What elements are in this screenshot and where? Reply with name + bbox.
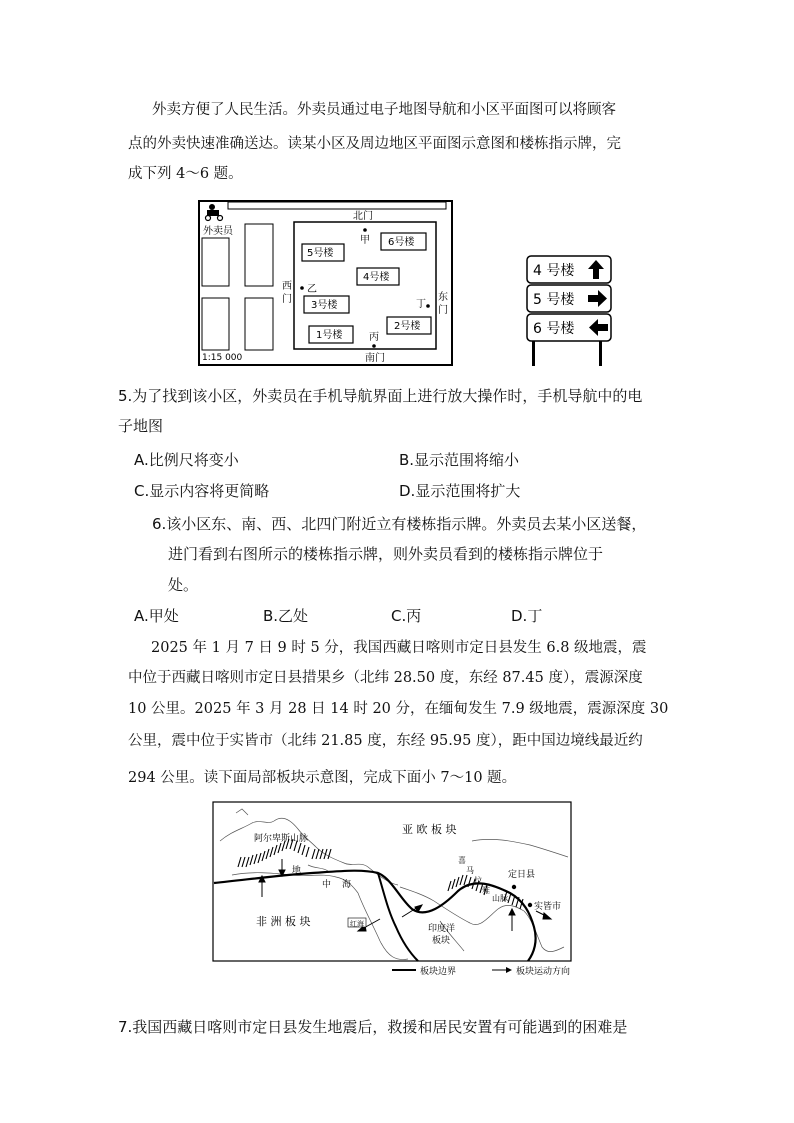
sign-row-4: 4 号楼 — [533, 263, 575, 279]
quake-line-3: 10 公里。2025 年 3 月 28 日 14 时 20 分，在缅甸发生 7.9 级地震，震源深度 30 — [128, 701, 669, 717]
intro-line-2: 点的外卖快速准确送达。读某小区及周边地区平面图示意图和楼栋指示牌，完 — [128, 136, 621, 152]
map-legend — [392, 965, 570, 977]
west-gate-label-2: 门 — [282, 294, 292, 305]
north-gate-label: 北门 — [353, 211, 373, 222]
indian-plate-label-1: 印度洋 — [428, 924, 456, 934]
quake-line-4: 公里，震中位于实皆市（北纬 21.85 度，东经 95.95 度），距中国边境线最近约 — [128, 733, 643, 749]
q5-option-b[interactable]: B.显示范围将缩小 — [399, 451, 520, 469]
q6-option-b[interactable]: B.乙处 — [263, 607, 309, 625]
legend-boundary-label: 板块边界 — [420, 967, 457, 977]
sign-row-6: 6 号楼 — [533, 321, 575, 337]
bing-label: 丙 — [369, 332, 379, 343]
jia-label: 甲 — [360, 235, 370, 246]
alps-label: 阿尔卑斯山脉 — [254, 834, 309, 844]
sagaing-label: 实皆市 — [534, 902, 562, 912]
africa-plate-label: 非 洲 板 块 — [256, 915, 311, 928]
dingri-marker — [512, 885, 516, 889]
point-jia — [363, 228, 367, 232]
ding-label: 丁 — [416, 299, 426, 310]
q6-stem-line-1: 6.该小区东、南、西、北四门附近立有楼栋指示牌。外卖员去某小区送餐， — [152, 515, 647, 533]
south-gate-label: 南门 — [365, 353, 385, 364]
east-gate-label-1: 东 — [438, 292, 448, 303]
east-gate-label-2: 门 — [438, 305, 448, 316]
indian-plate-label-2: 板块 — [432, 936, 451, 946]
intro-line-3: 成下列 4～6 题。 — [128, 166, 243, 182]
himalaya-label-5: 山脉 — [492, 894, 508, 903]
q5-stem-line-1: 5.为了找到该小区，外卖员在手机导航界面上进行放大操作时，手机导航中的电 — [118, 387, 643, 405]
courier-label: 外卖员 — [203, 226, 233, 237]
q6-option-a[interactable]: A.甲处 — [134, 607, 179, 625]
point-ding — [426, 304, 430, 308]
q6-stem-line-2: 进门看到右图所示的楼栋指示牌，则外卖员看到的楼栋指示牌位于 — [168, 545, 604, 563]
q5-stem-line-2: 子地图 — [118, 417, 164, 435]
building-5: 5号楼 — [307, 248, 334, 259]
dingri-label: 定日县 — [508, 870, 536, 880]
point-yi — [300, 286, 304, 290]
intro-line-1: 外卖方便了人民生活。外卖员通过电子地图导航和小区平面图可以将顾客 — [152, 102, 616, 118]
med-di-label: 地 — [292, 866, 302, 876]
building-3: 3号楼 — [311, 300, 338, 311]
community-plan-map — [198, 200, 453, 366]
q6-option-d[interactable]: D.丁 — [511, 607, 543, 625]
q6-option-c[interactable]: C.丙 — [391, 607, 422, 625]
q7-stem: 7.我国西藏日喀则市定日县发生地震后，救援和居民安置有可能遇到的困难是 — [118, 1018, 628, 1036]
himalaya-label-3: 拉 — [474, 876, 482, 885]
building-4: 4号楼 — [363, 272, 390, 283]
q5-option-d[interactable]: D.显示范围将扩大 — [399, 482, 521, 500]
building-sign — [524, 254, 616, 368]
quake-line-1: 2025 年 1 月 7 日 9 时 5 分，我国西藏日喀则市定日县发生 6.8 级地震，震 — [151, 640, 647, 656]
himalaya-label-2: 马 — [466, 866, 474, 875]
med-hai-label: 海 — [342, 880, 352, 890]
point-bing — [372, 344, 376, 348]
red-sea-label: 红海 — [350, 920, 364, 928]
himalaya-label-1: 喜 — [458, 856, 466, 865]
himalaya-label-4: 雅 — [482, 886, 490, 895]
q5-option-a[interactable]: A.比例尺将变小 — [134, 451, 239, 469]
building-1: 1号楼 — [316, 330, 343, 341]
sagaing-marker — [528, 903, 532, 907]
plate-map — [212, 801, 572, 979]
q5-option-c[interactable]: C.显示内容将更简略 — [134, 482, 270, 500]
med-zhong-label: 中 — [322, 880, 332, 890]
legend-motion-label: 板块运动方向 — [516, 967, 571, 977]
quake-line-5: 294 公里。读下面局部板块示意图，完成下面小 7～10 题。 — [128, 770, 517, 786]
q6-stem-line-3: 处。 — [168, 576, 199, 594]
building-2: 2号楼 — [394, 321, 421, 332]
yi-label: 乙 — [307, 284, 317, 295]
eurasia-plate-label: 亚 欧 板 块 — [402, 823, 457, 836]
building-6: 6号楼 — [388, 237, 415, 248]
sign-row-5: 5 号楼 — [533, 292, 575, 308]
scale-label: 1:15 000 — [202, 353, 243, 363]
west-gate-label-1: 西 — [282, 281, 292, 292]
quake-line-2: 中位于西藏日喀则市定日县措果乡（北纬 28.50 度，东经 87.45 度），震源深度 — [128, 670, 643, 686]
